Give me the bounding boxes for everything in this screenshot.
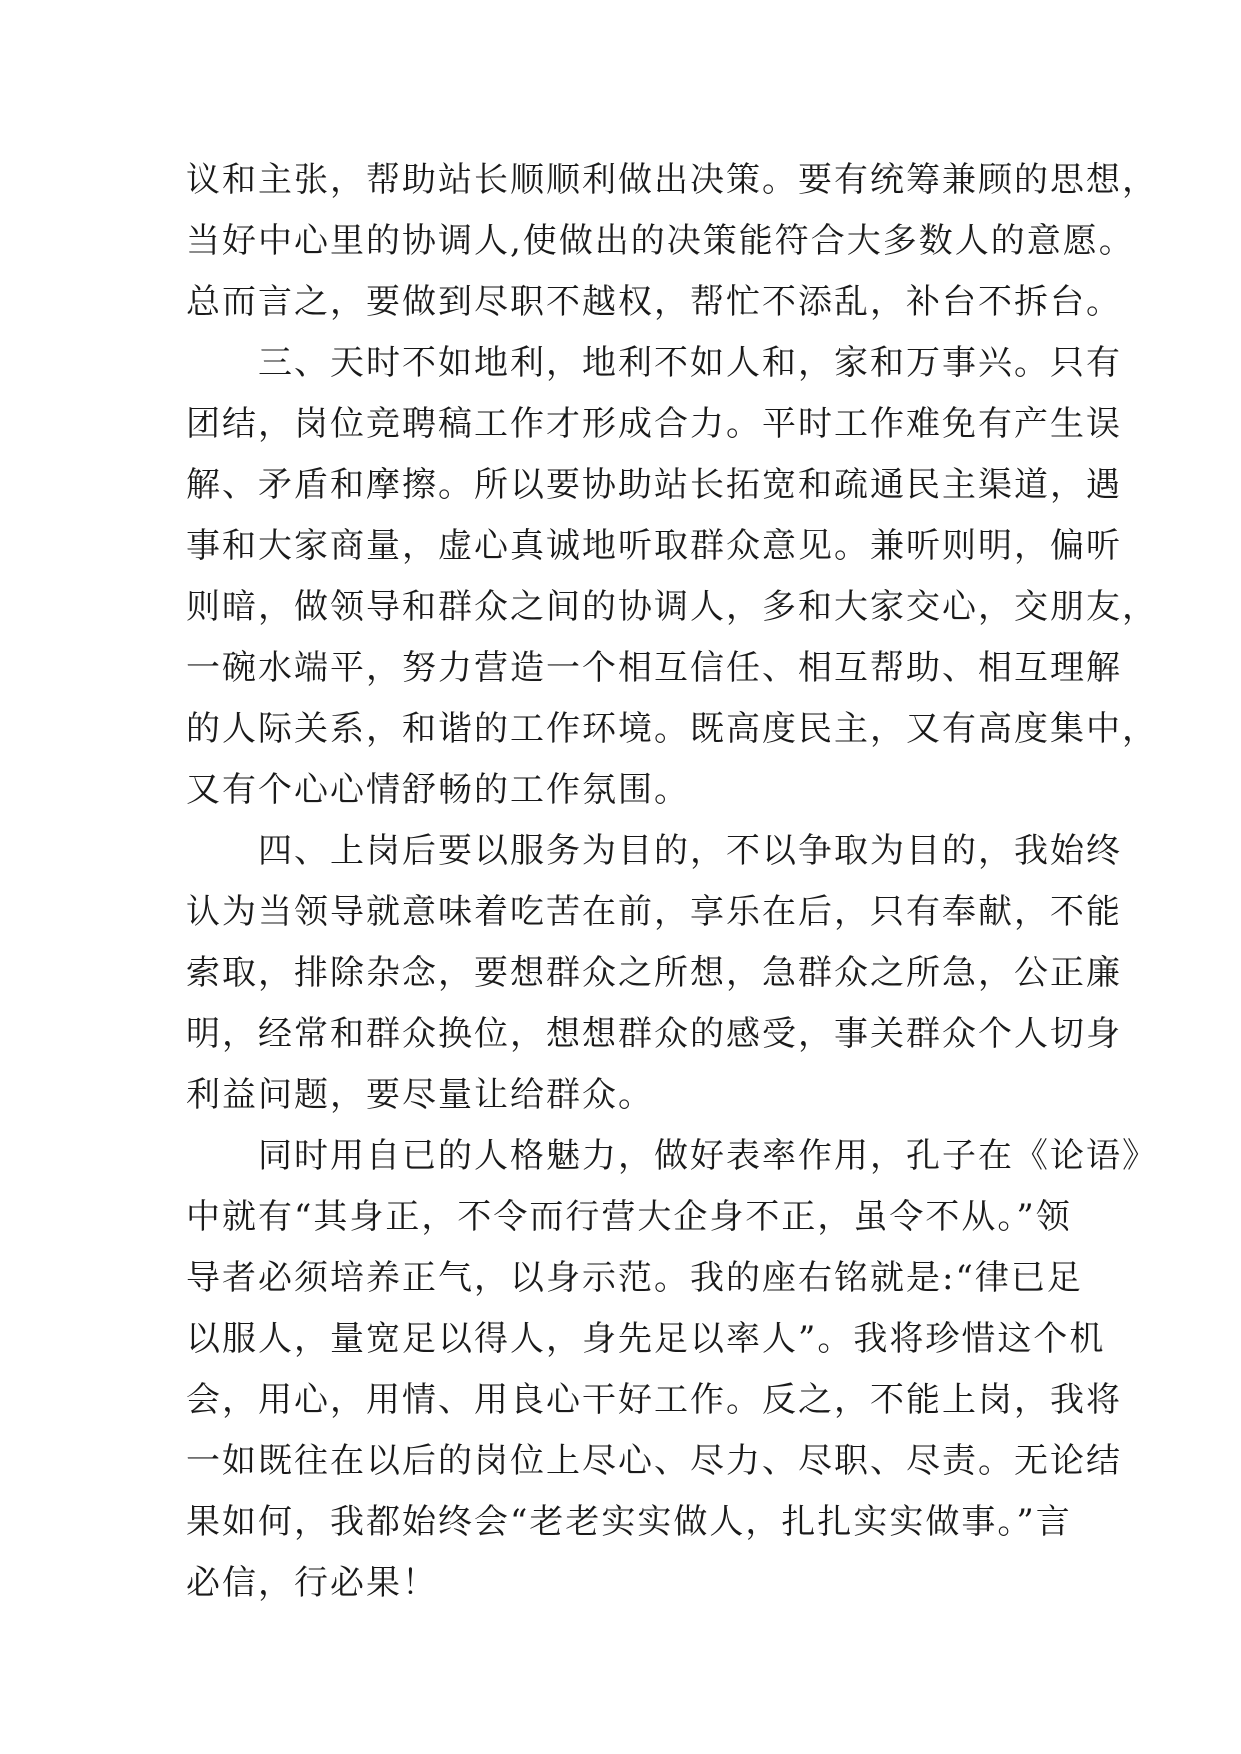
- text-line: 总而言之，要做到尽职不越权，帮忙不添乱，补台不拆台。: [186, 282, 1122, 322]
- text-line: 则暗，做领导和群众之间的协调人，多和大家交心，交朋友，: [186, 587, 1158, 627]
- text-line: 团结，岗位竞聘稿工作才形成合力。平时工作难免有产生误: [186, 404, 1122, 444]
- text-line: 明，经常和群众换位，想想群众的感受，事关群众个人切身: [186, 1014, 1122, 1054]
- text-line: 一如既往在以后的岗位上尽心、尽力、尽职、尽责。无论结: [186, 1441, 1122, 1481]
- text-line: 导者必须培养正气，以身示范。我的座右铭就是:“律已足: [186, 1258, 1083, 1298]
- text-line: 又有个心心情舒畅的工作氛围。: [186, 770, 690, 810]
- text-line: 认为当领导就意味着吃苦在前，享乐在后，只有奉献，不能: [186, 892, 1122, 932]
- text-line: 索取，排除杂念，要想群众之所想，急群众之所急，公正廉: [186, 953, 1122, 993]
- paragraph-1: [186, 150, 1158, 333]
- text-line: 解、矛盾和摩擦。所以要协助站长拓宽和疏通民主渠道，遇: [186, 465, 1122, 505]
- text-line: 以服人，量宽足以得人，身先足以率人”。我将珍惜这个机: [186, 1319, 1106, 1359]
- text-line: 中就有“其身正，不令而行营大企身不正，虽令不从。”领: [186, 1197, 1072, 1237]
- text-line: 会，用心，用情、用良心干好工作。反之，不能上岗，我将: [186, 1380, 1122, 1420]
- text-line: 议和主张，帮助站长顺顺利做出决策。要有统筹兼顾的思想，: [186, 160, 1158, 200]
- text-line: 果如何，我都始终会“老老实实做人，扎扎实实做事。”言: [186, 1502, 1072, 1542]
- text-line: 事和大家商量，虚心真诚地听取群众意见。兼听则明，偏听: [186, 526, 1122, 566]
- paragraph-3: [186, 821, 1122, 1126]
- text-line: 同时用自已的人格魅力，做好表率作用，孔子在《论语》: [258, 1136, 1158, 1176]
- text-line: 的人际关系，和谐的工作环境。既高度民主，又有高度集中，: [186, 709, 1158, 749]
- text-line: 四、上岗后要以服务为目的，不以争取为目的，我始终: [258, 831, 1122, 871]
- paragraph-4: [186, 1126, 1158, 1614]
- text-line: 三、天时不如地利，地利不如人和，家和万事兴。只有: [258, 343, 1122, 383]
- paragraph-2: [186, 333, 1158, 821]
- text-line: 利益问题，要尽量让给群众。: [186, 1075, 654, 1115]
- text-line: 必信，行必果！: [186, 1563, 438, 1603]
- text-line: 当好中心里的协调人,使做出的决策能符合大多数人的意愿。: [186, 221, 1135, 261]
- text-line: 一碗水端平，努力营造一个相互信任、相互帮助、相互理解: [186, 648, 1122, 688]
- document-body: [186, 150, 1158, 1614]
